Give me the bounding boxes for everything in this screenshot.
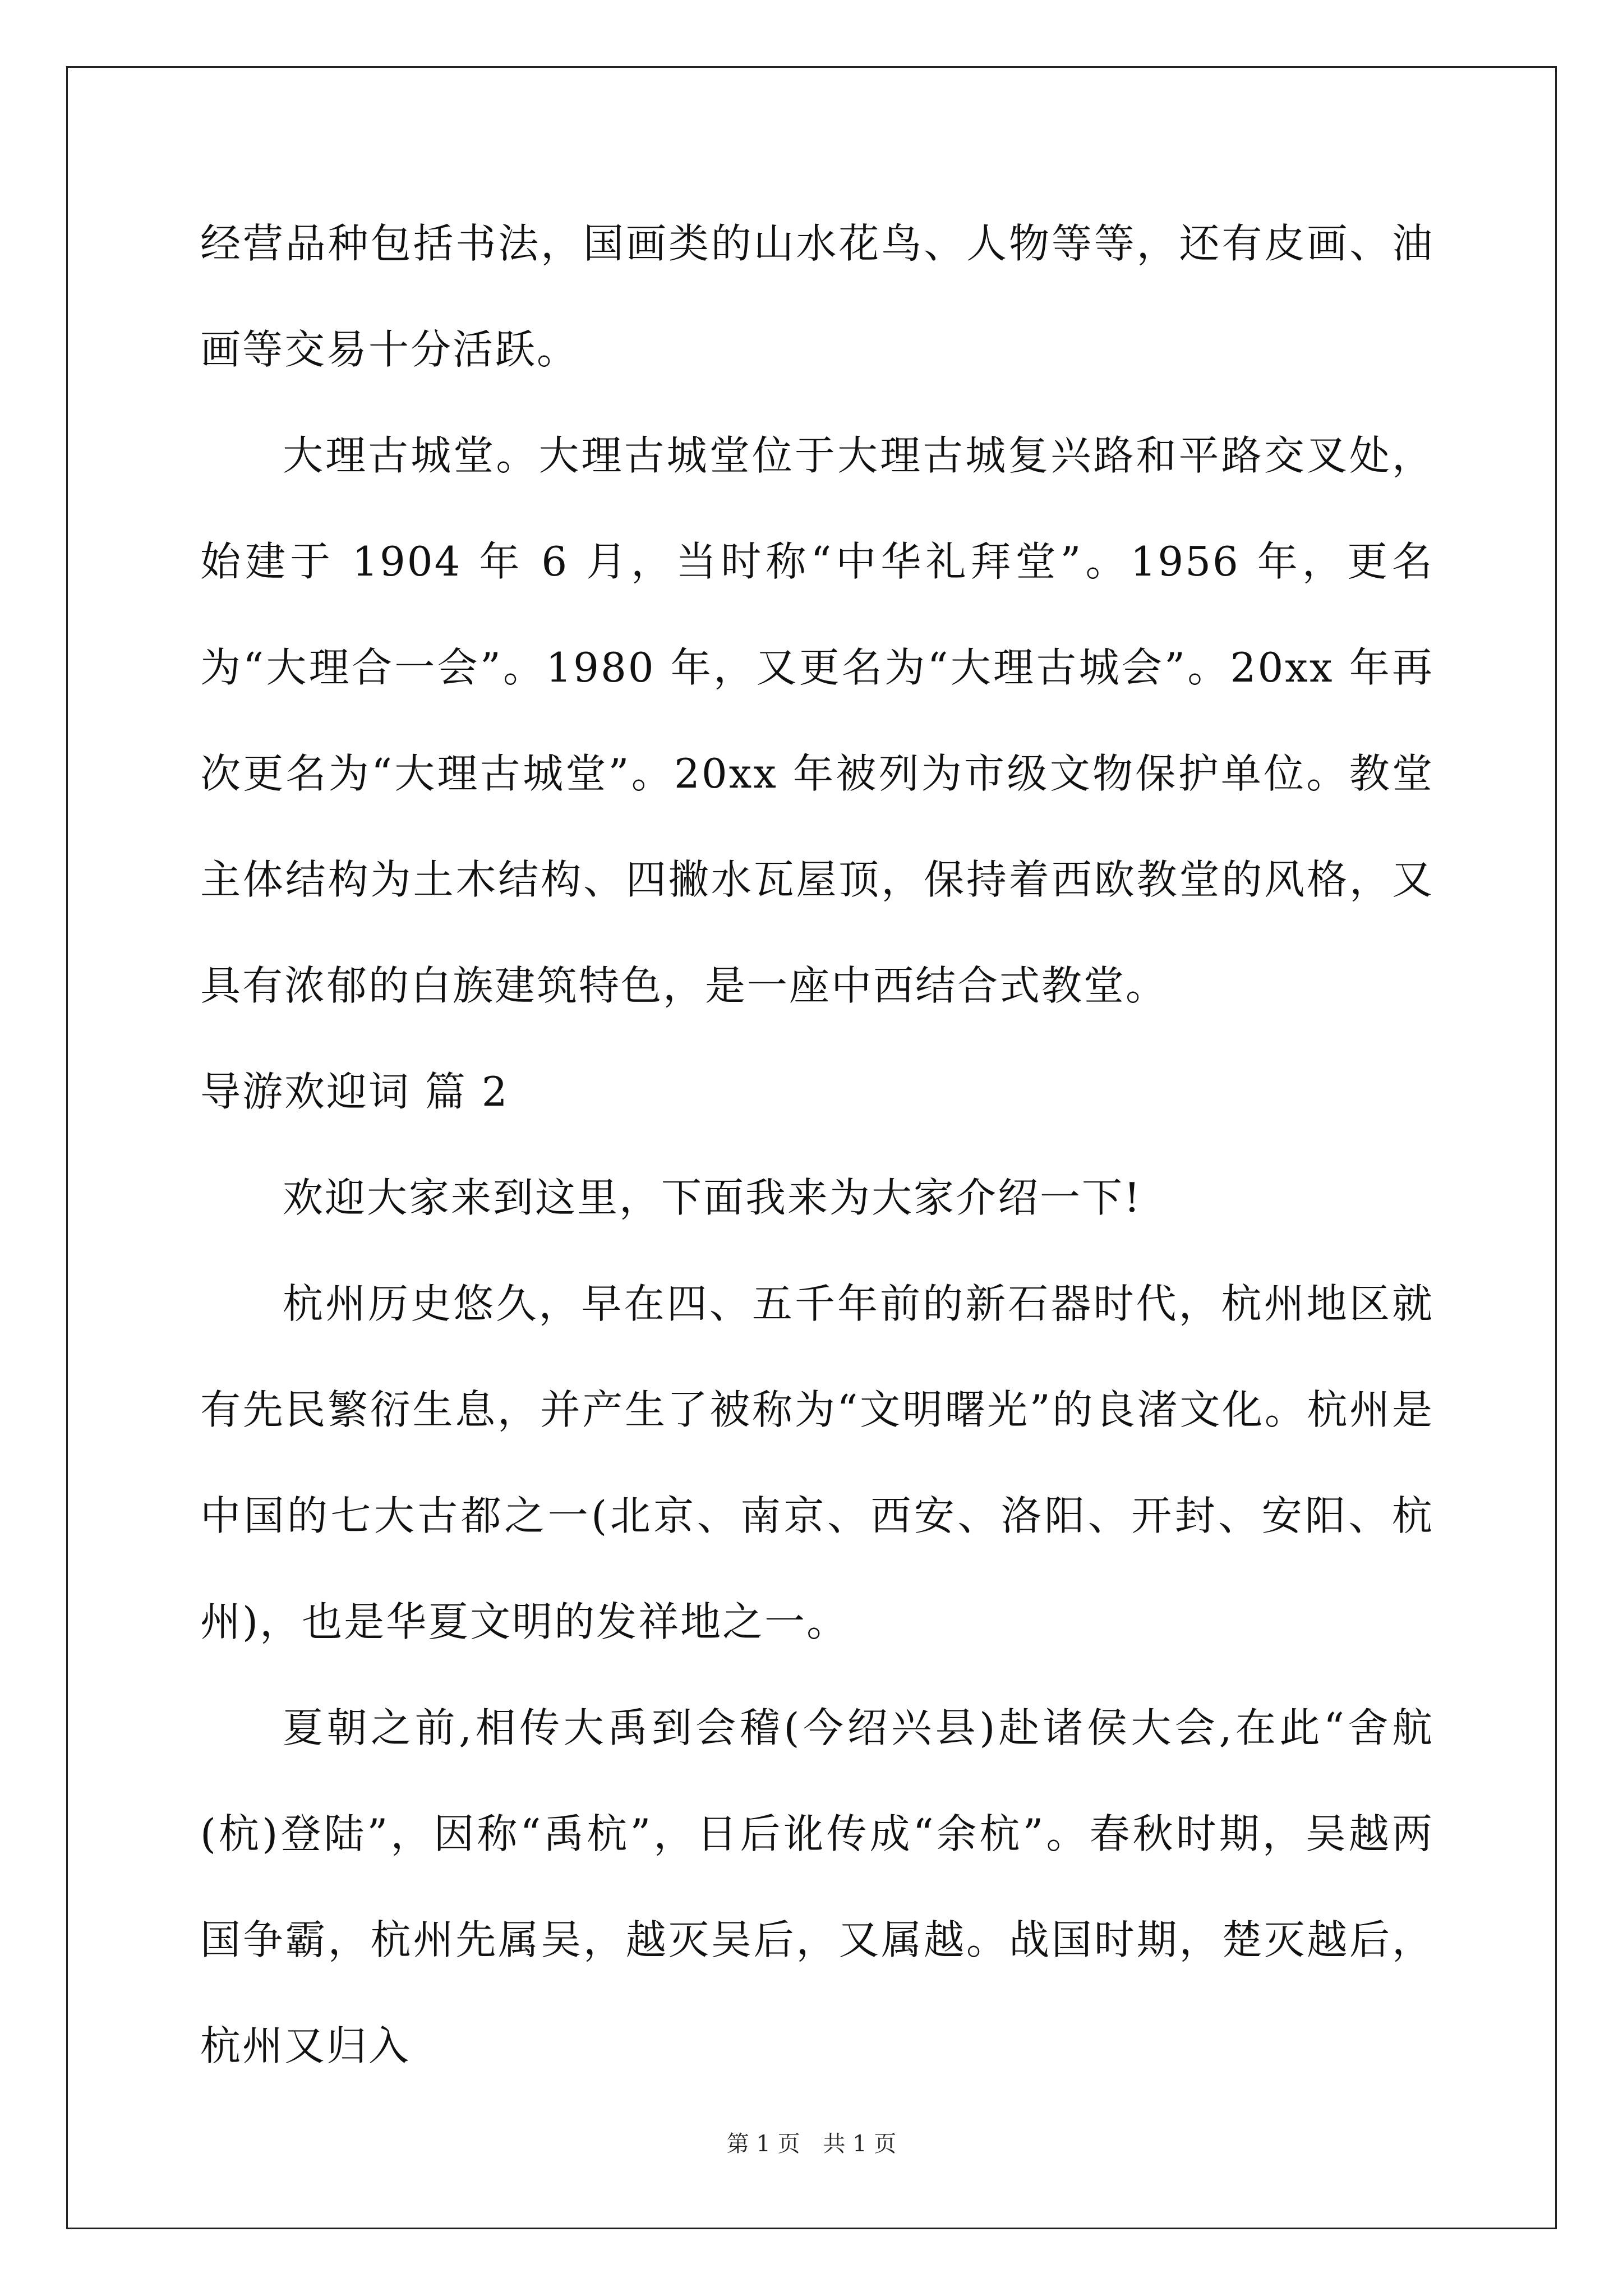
paragraph-2: 大理古城堂。大理古城堂位于大理古城复兴路和平路交叉处，始建于 1904 年 6 月，当时称“中华礼拜堂”。1956 年，更名为“大理合一会”。1980 年，又更名为“大理古城会”。20xx 年再次更名为“大理古城堂”。20xx 年被列为市级文物保护单位。教堂主体结构为土木结构、四撇水瓦屋顶，保持着西欧教堂的风格，又具有浓郁的白族建筑特色，是一座中西结合式教堂。 <box>200 432 1434 1009</box>
page-total: 共 1 页 <box>823 2131 897 2157</box>
document-body <box>200 191 1434 2099</box>
section-heading: 导游欢迎词 篇 2 <box>200 1068 509 1115</box>
page-number: 第 1 页 <box>726 2131 800 2157</box>
paragraph-3: 欢迎大家来到这里，下面我来为大家介绍一下! <box>283 1174 1142 1221</box>
paragraph-1: 经营品种包括书法，国画类的山水花鸟、人物等等，还有皮画、油画等交易十分活跃。 <box>200 220 1434 373</box>
paragraph-5: 夏朝之前,相传大禹到会稽(今绍兴县)赴诸侯大会,在此“舍航(杭)登陆”，因称“禹杭”，日后讹传成“余杭”。春秋时期，吴越两国争霸，杭州先属吴，越灭吴后，又属越。战国时期，楚灭越后，杭州又归入 <box>200 1704 1434 2069</box>
paragraph-4: 杭州历史悠久，早在四、五千年前的新石器时代，杭州地区就有先民繁衍生息，并产生了被称为“文明曙光”的良渚文化。杭州是中国的七大古都之一(北京、南京、西安、洛阳、开封、安阳、杭州)，也是华夏文明的发祥地之一。 <box>200 1280 1434 1645</box>
page-footer <box>0 2127 1623 2161</box>
